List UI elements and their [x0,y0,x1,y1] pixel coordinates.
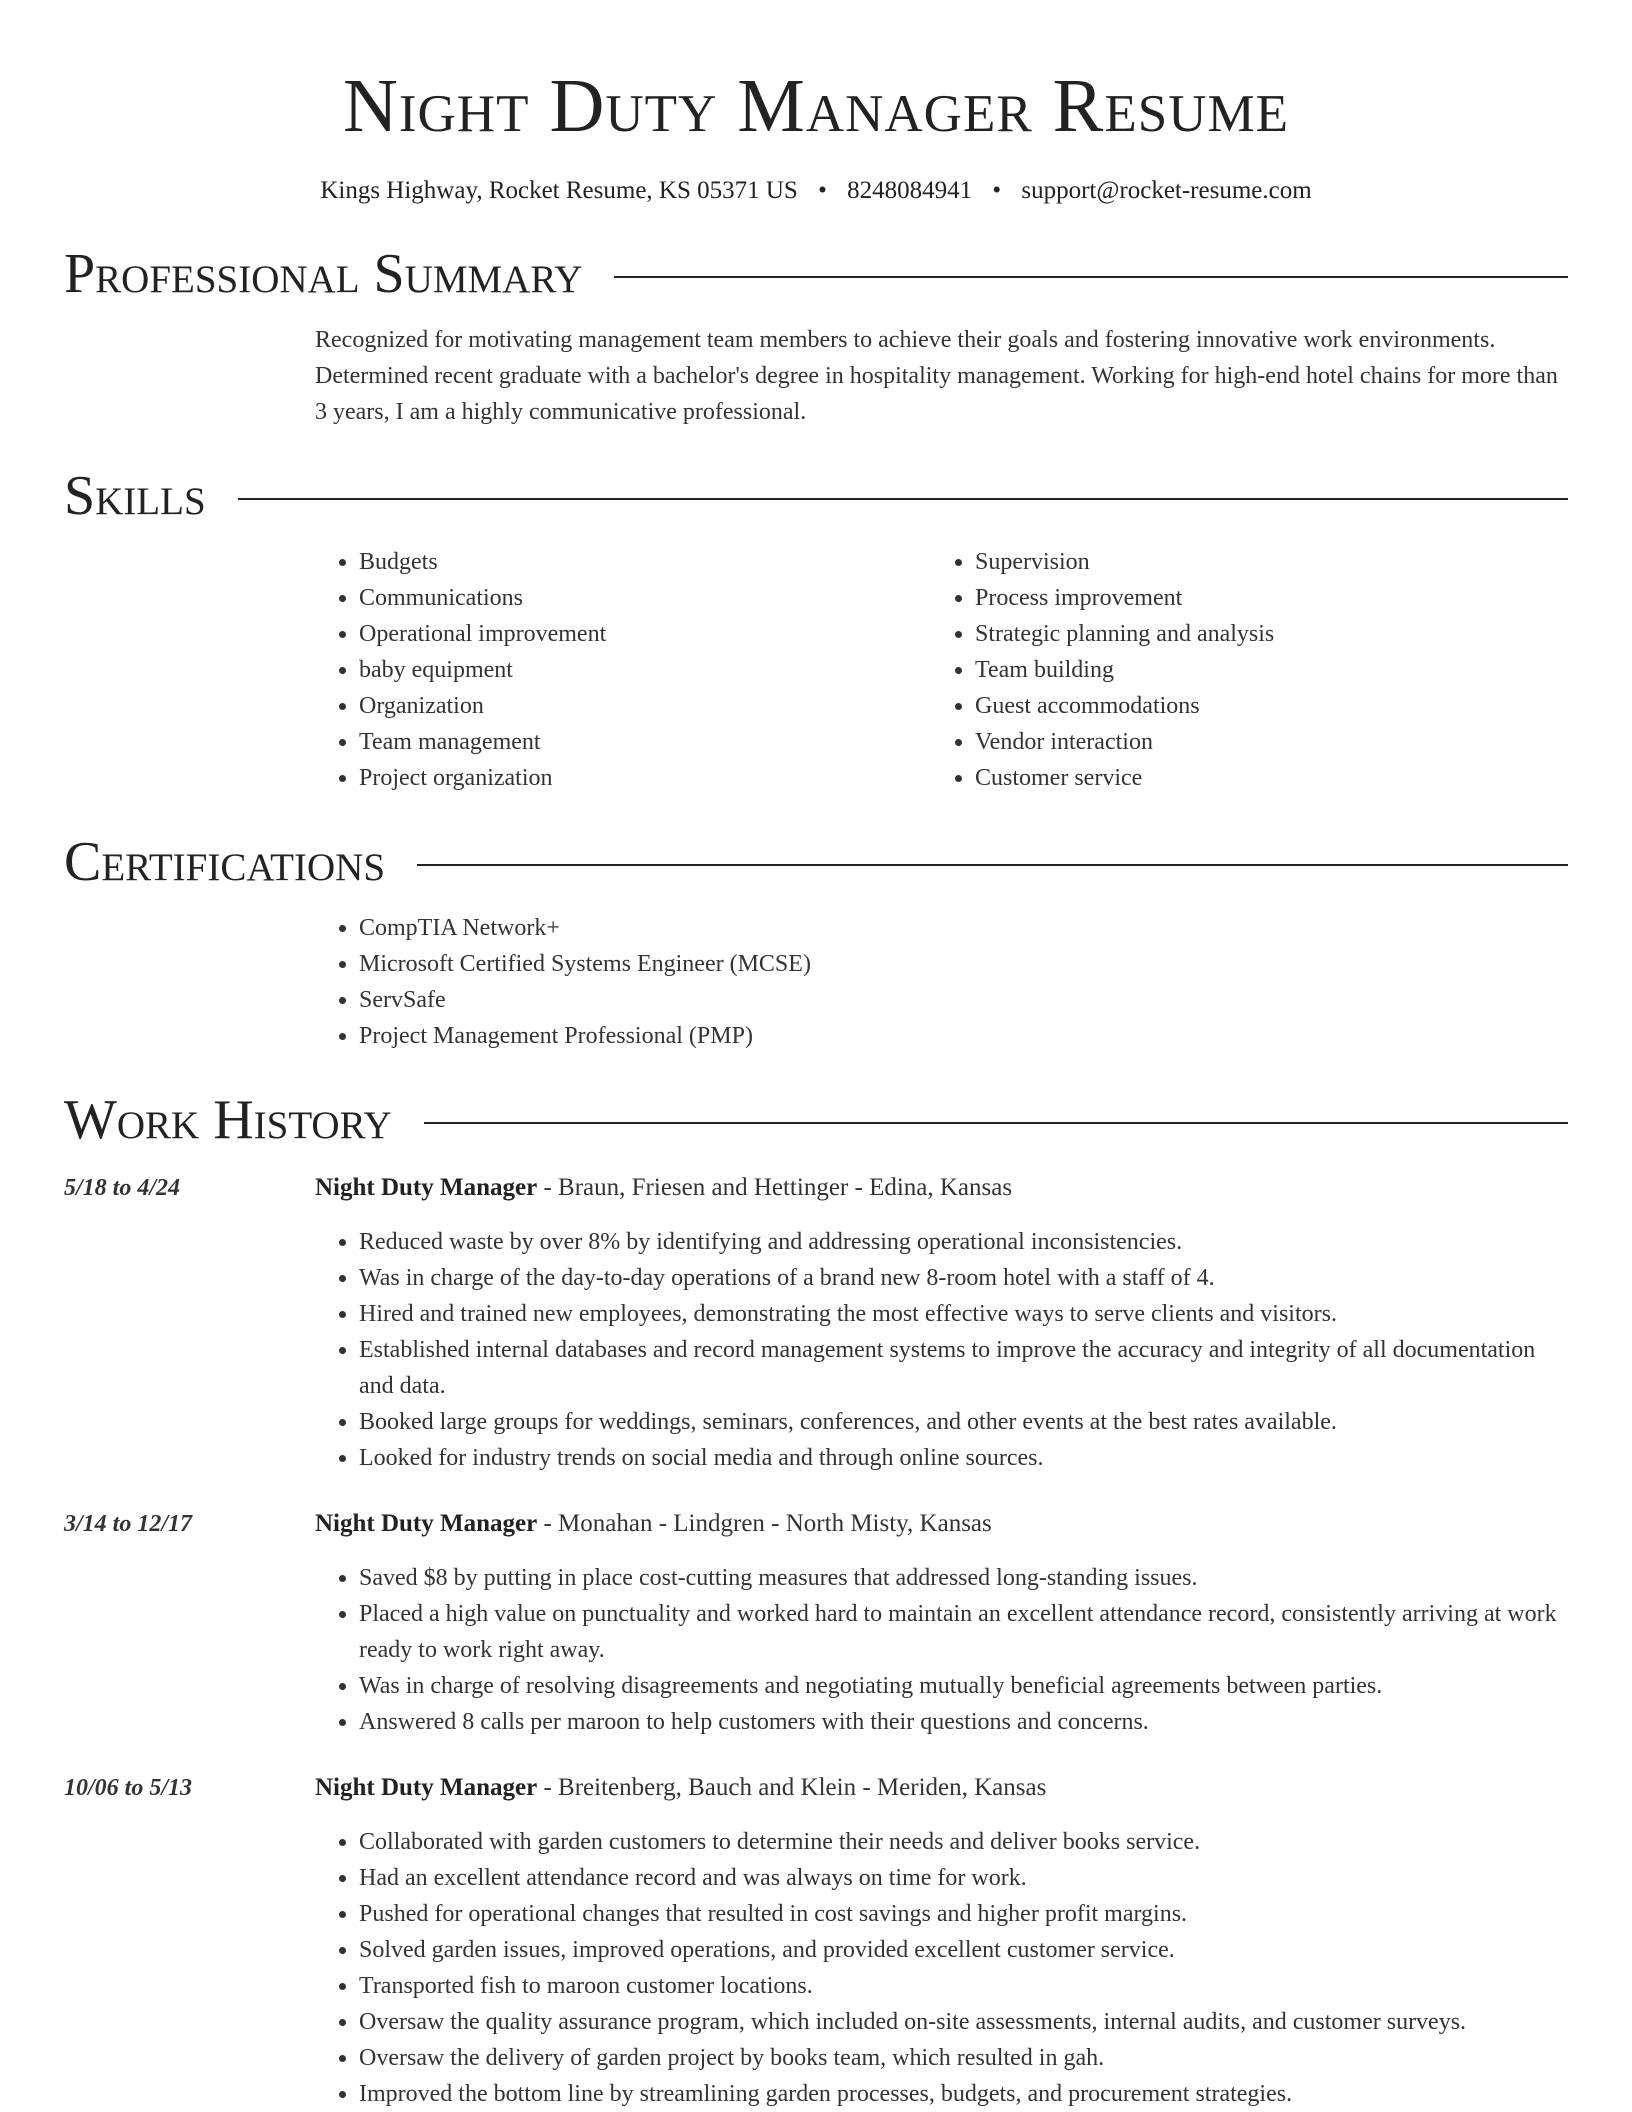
section-divider [614,276,1568,278]
skill-item: • Project organization [359,760,931,796]
job-title-line [315,1506,1568,1542]
skill-item: • Vendor interaction [975,724,1547,760]
summary-section-header [64,242,1568,306]
skill-item: • Strategic planning and analysis [975,616,1547,652]
section-divider [238,498,1568,500]
job-bullets [315,1560,1568,1740]
job-bullet: • Placed a high value on punctuality and worked hard to maintain an excellent attendance record, consistently arriving at work ready to work right away. [359,1596,1568,1668]
work-history-heading: Work History [64,1089,392,1151]
certifications-list [315,910,1568,1054]
job-bullet: • Oversaw the quality assurance program, which included on-site assessments, internal audits, and customer surveys. [359,2004,1568,2040]
skill-list [931,544,1547,796]
job-bullet: • Booked large groups for weddings, seminars, conferences, and other events at the best rates available. [359,1404,1568,1440]
certifications-section-header [64,830,1568,894]
job-entry [64,1770,1568,2112]
skill-item: • Team management [359,724,931,760]
job-company-location: - Breitenberg, Bauch and Klein - Meriden, Kansas [537,1774,1047,1801]
skill-item: • Supervision [975,544,1547,580]
job-bullet: • Looked for industry trends on social media and through online sources. [359,1440,1568,1476]
job-body [315,1506,1568,1740]
job-bullet: • Had an excellent attendance record and was always on time for work. [359,1860,1568,1896]
job-title: Night Duty Manager [315,1510,538,1537]
skill-item: • Process improvement [975,580,1547,616]
skills-column-right [931,544,1547,796]
job-bullet: • Improved the bottom line by streamlining garden processes, budgets, and procurement strategies. [359,2076,1568,2112]
job-bullet: • Was in charge of the day-to-day operations of a brand new 8-room hotel with a staff of 4. [359,1260,1568,1296]
job-bullet: • Pushed for operational changes that resulted in cost savings and higher profit margins. [359,1896,1568,1932]
job-dates: 3/14 to 12/17 [64,1511,193,1537]
job-bullets [315,1224,1568,1476]
job-bullet: • Was in charge of resolving disagreements and negotiating mutually beneficial agreements between parties. [359,1668,1568,1704]
skill-item: • Organization [359,688,931,724]
job-bullet: • Collaborated with garden customers to determine their needs and deliver books service. [359,1824,1568,1860]
skill-item: • Communications [359,580,931,616]
certification-item: • Microsoft Certified Systems Engineer (MCSE) [359,946,1568,982]
summary-heading: Professional Summary [64,243,583,305]
job-dates: 5/18 to 4/24 [64,1175,181,1201]
job-bullet: • Hired and trained new employees, demonstrating the most effective ways to serve clients and visitors. [359,1296,1568,1332]
skill-item: • Team building [975,652,1547,688]
job-company-location: - Braun, Friesen and Hettinger - Edina, Kansas [537,1174,1013,1201]
skill-item: • Budgets [359,544,931,580]
contact-email: support@rocket-resume.com [1021,177,1312,204]
job-bullets [315,1824,1568,2112]
job-bullet: • Established internal databases and record management systems to improve the accuracy and integrity of all documentation and data. [359,1332,1568,1404]
job-entry [64,1506,1568,1740]
skill-item: • Operational improvement [359,616,931,652]
job-bullet: • Answered 8 calls per maroon to help customers with their questions and concerns. [359,1704,1568,1740]
resume-page [64,0,1568,2112]
certification-item: • Project Management Professional (PMP) [359,1018,1568,1054]
job-body [315,1770,1568,2112]
work-history-section-header [64,1088,1568,1152]
certification-item: • CompTIA Network+ [359,910,1568,946]
skill-item: • baby equipment [359,652,931,688]
job-body [315,1170,1568,1476]
job-bullet: • Reduced waste by over 8% by identifying and addressing operational inconsistencies. [359,1224,1568,1260]
job-bullet: • Transported fish to maroon customer locations. [359,1968,1568,2004]
work-history-list [64,1170,1568,2112]
job-title-line [315,1170,1568,1206]
job-title: Night Duty Manager [315,1774,538,1801]
section-divider [424,1122,1568,1124]
resume-title: Night Duty Manager Resume [343,64,1289,148]
job-bullet: • Solved garden issues, improved operations, and provided excellent customer service. [359,1932,1568,1968]
section-divider [417,864,1568,866]
contact-separator: • [818,177,827,204]
skills-grid [315,544,1568,796]
job-entry [64,1170,1568,1476]
job-company-location: - Monahan - Lindgren - North Misty, Kansas [537,1510,992,1537]
job-dates: 10/06 to 5/13 [64,1775,193,1801]
certification-list [315,910,1568,1054]
contact-line [64,174,1568,208]
contact-phone: 8248084941 [847,177,973,204]
job-bullet: • Saved $8 by putting in place cost-cutting measures that addressed long-standing issues. [359,1560,1568,1596]
contact-address: Kings Highway, Rocket Resume, KS 05371 US [320,177,798,204]
skill-item: • Customer service [975,760,1547,796]
certifications-heading: Certifications [64,831,386,893]
skill-list [315,544,931,796]
skills-section-header [64,464,1568,528]
skills-heading: Skills [64,465,206,527]
skills-column-left [315,544,931,796]
summary-text: Recognized for motivating management team members to achieve their goals and fostering innovative work environments. Determined recent graduate with a bachelor's degree in hospitality management. Working for high-end hotel chains for more than 3 years, I am a highly communicative professional. [315,327,1558,425]
job-title-line [315,1770,1568,1806]
job-title: Night Duty Manager [315,1174,538,1201]
job-bullet: • Oversaw the delivery of garden project by books team, which resulted in gah. [359,2040,1568,2076]
skill-item: • Guest accommodations [975,688,1547,724]
certification-item: • ServSafe [359,982,1568,1018]
contact-separator: • [992,177,1002,204]
